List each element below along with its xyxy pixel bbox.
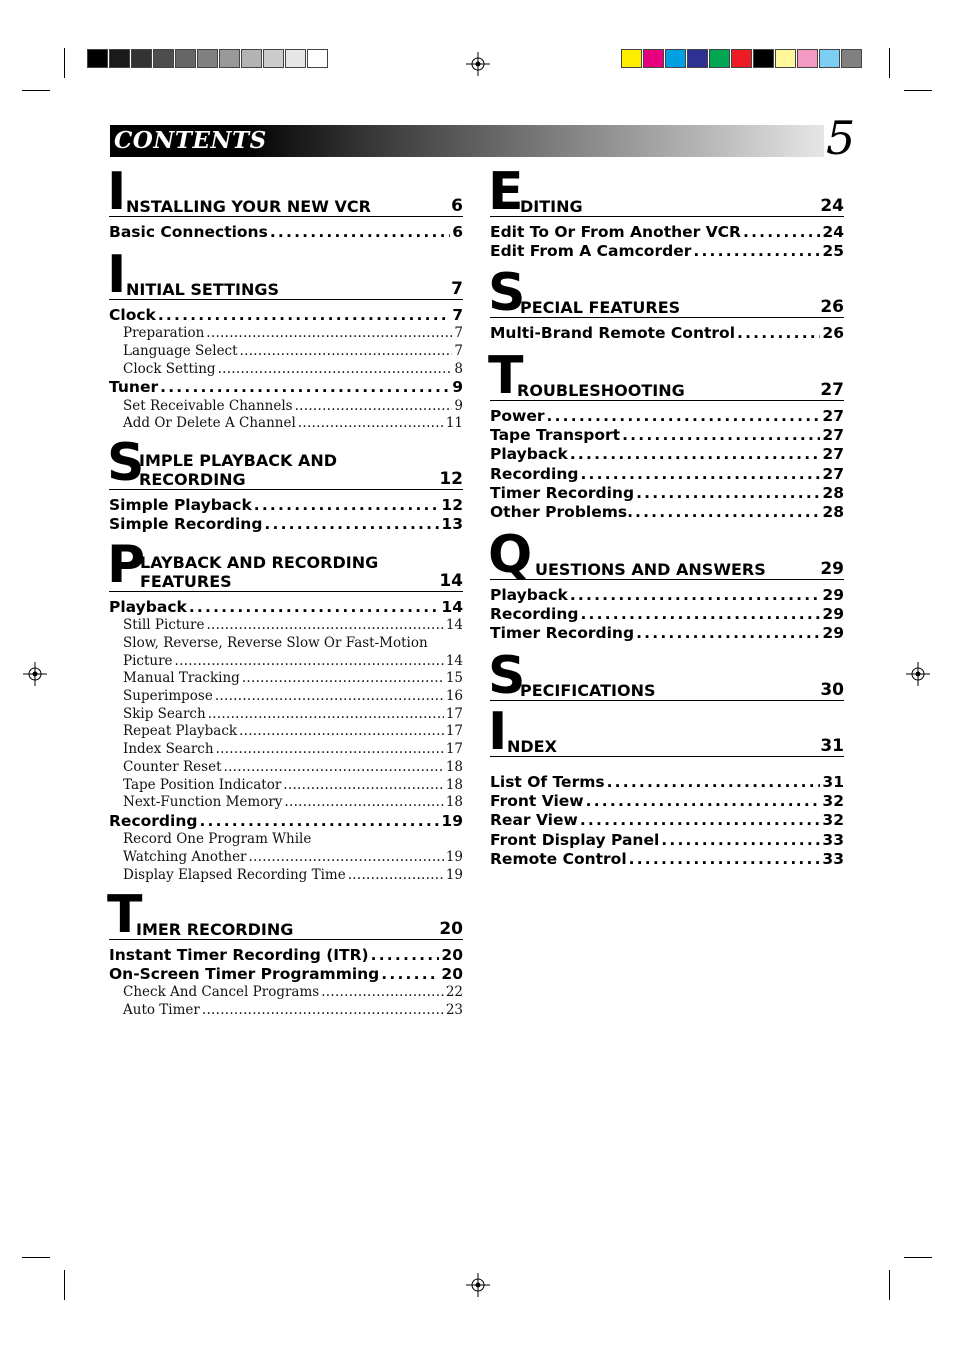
section-heading[interactable] [488,346,844,406]
toc-entry-page: 18 [445,776,463,793]
toc-entry-label: Picture [123,652,173,669]
section-heading[interactable] [107,885,463,945]
toc-entry-label: List Of Terms [490,773,605,791]
toc-entry-label: Other Problems. [490,503,634,522]
section-initial-letter: I [107,245,127,305]
dot-leader [743,223,820,242]
toc-section [107,433,463,534]
toc-entry-label: Power [490,407,545,425]
toc-entry-label: Still Picture [123,617,205,634]
toc-entry-page: 31 [822,773,844,791]
toc-entry-page: 24 [822,223,844,241]
dot-leader [348,867,444,885]
section-initial-letter: T [488,346,524,406]
toc-entry-label: Auto Timer [123,1002,200,1019]
toc-entry[interactable] [109,706,463,724]
toc-section [107,885,463,1020]
section-page-number: 6 [451,196,463,216]
registration-crosshair-icon [906,662,930,686]
toc-entry-label: Timer Recording [490,483,635,502]
toc-entry-page: 29 [822,586,844,604]
section-page-number: 12 [439,469,463,489]
section-title-line: LAYBACK AND RECORDING [140,553,379,572]
dot-leader [240,343,453,361]
calibration-swatch [621,49,642,68]
calibration-swatch [687,49,708,68]
section-title: NITIAL SETTINGS [126,280,280,299]
section-title: NSTALLING YOUR NEW VCR [126,197,371,216]
toc-entry-page: 6 [452,223,463,241]
toc-entry-label: Remote Control [490,849,627,868]
dot-leader [622,426,820,445]
section-initial-letter: S [107,433,145,493]
section-initial-letter: E [488,162,524,222]
toc-entry-page: 19 [445,848,463,865]
toc-section [488,702,844,869]
toc-entry[interactable] [109,867,463,885]
toc-entry-label: Add Or Delete A Channel [123,415,296,432]
registration-crosshair-icon [466,1273,490,1297]
dot-leader [199,812,439,831]
toc-entry-label: Check And Cancel Programs [123,984,320,1001]
calibration-swatch [219,49,240,68]
dot-leader [321,984,444,1002]
toc-entry-label: Counter Reset [123,758,222,775]
toc-entry-page: 33 [822,849,844,868]
toc-entry-label: Tuner [109,378,159,397]
toc-entry[interactable] [109,515,463,534]
toc-section [107,535,463,884]
toc-entry-label: Front View [490,792,584,811]
dot-leader [283,777,444,795]
toc-entry[interactable] [490,811,844,830]
calibration-swatch [819,49,840,68]
toc-entry[interactable] [490,586,844,605]
section-heading[interactable] [488,162,844,222]
toc-entry-page: 29 [822,605,844,624]
section-title: FEATURES [140,572,232,591]
section-title-line: IMPLE PLAYBACK AND [139,451,337,470]
toc-entry[interactable] [109,398,463,416]
calibration-swatch [643,49,664,68]
section-page-number: 31 [820,736,844,756]
dot-leader [249,849,444,867]
toc-entry-page: 14 [445,617,463,634]
dot-leader [218,361,453,379]
section-title: UESTIONS AND ANSWERS [535,560,766,579]
toc-entry[interactable] [490,426,844,445]
toc-section [107,162,463,242]
toc-entry[interactable] [490,831,844,850]
toc-entry-page: 9 [452,378,463,397]
toc-entry[interactable] [109,812,463,831]
toc-entry[interactable] [109,496,463,515]
calibration-swatch [665,49,686,68]
dot-leader [586,792,821,811]
toc-entry[interactable] [490,792,844,811]
calibration-swatch [307,49,328,68]
toc-entry-page: 7 [454,325,463,342]
section-initial-letter: S [488,646,526,706]
dot-leader [270,223,450,242]
toc-entry[interactable] [109,946,463,965]
section-title: ROUBLESHOOTING [517,381,685,400]
toc-entry-label: Tape Position Indicator [123,776,282,793]
toc-entry-label: Index Search [123,741,214,758]
toc-entry-page: 28 [822,483,844,502]
toc-entry-page: 9 [454,397,463,414]
toc-entry[interactable] [109,415,463,433]
toc-section [488,646,844,707]
toc-entry[interactable] [109,831,463,849]
calibration-swatch [709,49,730,68]
toc-entry-label: Watching Another [123,848,247,865]
dot-leader [175,653,444,671]
section-title: PECIFICATIONS [520,681,656,700]
toc-entry-page: 18 [445,758,463,775]
dot-leader [239,723,444,741]
section-page-number: 26 [820,297,844,317]
toc-section [488,525,844,644]
toc-entry-page: 7 [454,342,463,359]
dot-leader [206,617,443,635]
toc-entry-page: 27 [822,426,844,445]
dot-leader [636,484,820,503]
toc-entry-label: Next-Function Memory [123,794,283,811]
toc-entry[interactable] [109,759,463,777]
toc-entry-label: Clock [109,306,156,324]
toc-entry-page: 11 [445,415,463,432]
toc-entry-page: 32 [822,792,844,811]
section-initial-letter: S [488,263,526,323]
toc-entry-page: 17 [445,705,463,722]
toc-entry-label: Manual Tracking [123,670,240,687]
section-initial-letter: I [107,162,127,222]
dot-leader [547,407,821,426]
dot-leader [580,465,820,484]
registration-crosshair-icon [23,662,47,686]
section-initial-letter: T [107,885,143,945]
calibration-swatch [87,49,108,68]
toc-entry-page: 18 [445,794,463,811]
toc-entry-label: Tape Transport [490,426,621,445]
calibration-swatch [731,49,752,68]
toc-entry[interactable] [109,965,463,984]
dot-leader [254,496,440,515]
dot-leader [580,605,820,624]
section-heading[interactable] [488,702,844,762]
section-heading[interactable] [107,245,463,305]
toc-entry[interactable] [109,670,463,688]
toc-entry-label: Simple Playback [109,496,252,514]
calibration-swatch [153,49,174,68]
toc-entry-page: 23 [445,1002,463,1019]
toc-entry-label: Language Select [123,342,238,359]
toc-entry[interactable] [490,445,844,464]
toc-entry-label: Skip Search [123,705,206,722]
toc-entry-label: Clock Setting [123,360,216,377]
calibration-swatch [753,49,774,68]
toc-entry-page: 12 [441,496,463,514]
calibration-swatch [175,49,196,68]
toc-section [488,346,844,522]
toc-entry-label: Set Receivable Channels [123,397,293,414]
toc-entry[interactable] [109,325,463,343]
toc-entry-label: Simple Recording [109,515,263,534]
toc-entry-page: 22 [445,984,463,1001]
toc-entry-label: Slow, Reverse, Reverse Slow Or Fast-Motion [123,634,428,651]
dot-leader [206,325,452,343]
calibration-swatch [109,49,130,68]
dot-leader [216,741,444,759]
dot-leader [189,598,440,617]
toc-section [107,245,463,433]
section-heading[interactable] [488,263,844,323]
section-heading[interactable] [107,162,463,222]
calibration-swatch [841,49,862,68]
section-heading[interactable] [488,646,844,706]
section-page-number: 27 [820,380,844,400]
toc-entry-page: 8 [454,360,463,377]
section-page-number: 7 [451,279,463,299]
toc-entry-label: On-Screen Timer Programming [109,965,380,984]
dot-leader [570,586,821,605]
section-page-number: 30 [820,680,844,700]
toc-entry-label: Recording [490,464,579,483]
toc-entry-page: 27 [822,407,844,425]
toc-entry[interactable] [109,343,463,361]
toc-entry-page: 7 [452,306,463,324]
dot-leader [636,624,820,643]
calibration-swatch [285,49,306,68]
calibration-swatch [797,49,818,68]
toc-entry[interactable] [490,850,844,869]
section-page-number: 24 [820,196,844,216]
section-title: NDEX [507,737,557,756]
section-page-number: 29 [820,559,844,579]
toc-entry-label: Playback [109,598,187,616]
toc-entry-page: 33 [822,830,844,849]
section-title: IMER RECORDING [136,920,294,939]
toc-section [488,162,844,261]
dot-leader [381,965,439,984]
toc-entry-page: 32 [822,811,844,830]
toc-entry-page: 17 [445,741,463,758]
dot-leader [224,759,444,777]
dot-leader [570,445,821,464]
toc-entry[interactable] [490,465,844,484]
toc-entry[interactable] [109,223,463,242]
toc-entry[interactable] [109,635,463,653]
toc-entry-label: Edit From A Camcorder [490,242,692,261]
section-initial-letter: Q [488,525,533,585]
toc-entry-label: Recording [109,811,198,830]
dot-leader [202,1002,444,1020]
dot-leader [158,306,450,325]
toc-entry[interactable] [109,849,463,867]
dot-leader [284,794,443,812]
toc-entry-page: 28 [822,503,844,522]
calibration-swatch [131,49,152,68]
toc-entry-label: Recording [490,605,579,624]
toc-entry[interactable] [490,223,844,242]
section-heading[interactable] [107,535,463,595]
toc-entry-page: 17 [445,723,463,740]
toc-entry[interactable] [109,1002,463,1020]
toc-entry[interactable] [109,617,463,635]
toc-entry[interactable] [109,741,463,759]
toc-entry[interactable] [109,794,463,812]
toc-entry[interactable] [490,242,844,261]
toc-entry-page: 29 [822,624,844,643]
toc-entry-label: Multi-Brand Remote Control [490,324,736,342]
calibration-swatch [197,49,218,68]
toc-entry-label: Playback [490,445,568,464]
toc-entry-page: 20 [441,965,463,984]
toc-entry-label: Instant Timer Recording (ITR) [109,946,369,964]
toc-entry-page: 20 [441,946,463,964]
dot-leader [160,378,450,397]
toc-entry-label: Basic Connections [109,223,268,241]
dot-leader [295,398,453,416]
section-page-number: 14 [439,571,463,591]
calibration-swatch [241,49,262,68]
section-title: PECIAL FEATURES [520,298,681,317]
toc-entry-page: 19 [441,811,463,830]
toc-entry-label: Display Elapsed Recording Time [123,866,346,883]
calibration-swatch [263,49,284,68]
dot-leader [629,850,821,869]
toc-entry-label: Front Display Panel [490,830,660,849]
section-heading[interactable] [107,433,463,493]
toc-entry-label: Record One Program While [123,831,312,848]
toc-entry-page: 13 [441,515,463,534]
grayscale-calibration-bar [87,49,329,68]
dot-leader [737,324,820,343]
dot-leader [607,773,821,792]
dot-leader [242,670,444,688]
section-page-number: 20 [439,919,463,939]
toc-entry-page: 14 [441,598,463,616]
dot-leader [371,946,440,965]
toc-entry[interactable] [490,484,844,503]
dot-leader [208,706,444,724]
toc-entry-label: Edit To Or From Another VCR [490,223,741,241]
toc-entry-page: 15 [445,670,463,687]
toc-entry[interactable] [109,306,463,325]
page-number: 5 [826,111,856,165]
toc-entry[interactable] [109,378,463,397]
toc-entry[interactable] [490,324,844,343]
dot-leader [264,515,439,534]
dot-leader [215,688,444,706]
dot-leader [580,811,821,830]
registration-crosshair-icon [466,52,490,76]
color-calibration-bar [621,49,863,68]
toc-entry[interactable] [109,361,463,379]
toc-entry[interactable] [490,605,844,624]
toc-section [488,263,844,343]
toc-entry[interactable] [490,407,844,426]
section-initial-letter: I [488,702,508,762]
toc-entry[interactable] [109,723,463,741]
page-title: CONTENTS [114,127,267,154]
toc-entry-label: Rear View [490,811,578,830]
toc-entry-page: 27 [822,464,844,483]
toc-entry-label: Playback [490,586,568,604]
dot-leader [298,415,444,433]
toc-entry-label: Superimpose [123,688,213,705]
toc-entry[interactable] [490,624,844,643]
toc-entry-label: Repeat Playback [123,723,238,740]
toc-entry[interactable] [490,773,844,792]
dot-leader [693,242,820,261]
toc-entry[interactable] [490,503,844,522]
section-title: DITING [520,197,583,216]
toc-entry-label: Timer Recording [490,624,635,643]
toc-entry-label: Preparation [123,325,205,342]
toc-entry[interactable] [109,984,463,1002]
toc-entry[interactable] [109,688,463,706]
section-initial-letter: P [107,535,146,595]
toc-entry[interactable] [109,777,463,795]
dot-leader [661,831,820,850]
calibration-swatch [775,49,796,68]
toc-entry-page: 16 [445,688,463,705]
dot-leader [635,503,820,522]
toc-entry-page: 26 [822,324,844,342]
toc-entry[interactable] [109,653,463,671]
section-title: RECORDING [139,470,246,489]
toc-entry[interactable] [109,598,463,617]
toc-entry-page: 14 [445,652,463,669]
toc-entry-page: 19 [445,866,463,883]
section-heading[interactable] [488,525,844,585]
toc-entry-page: 27 [822,445,844,464]
toc-entry-page: 25 [822,242,844,261]
